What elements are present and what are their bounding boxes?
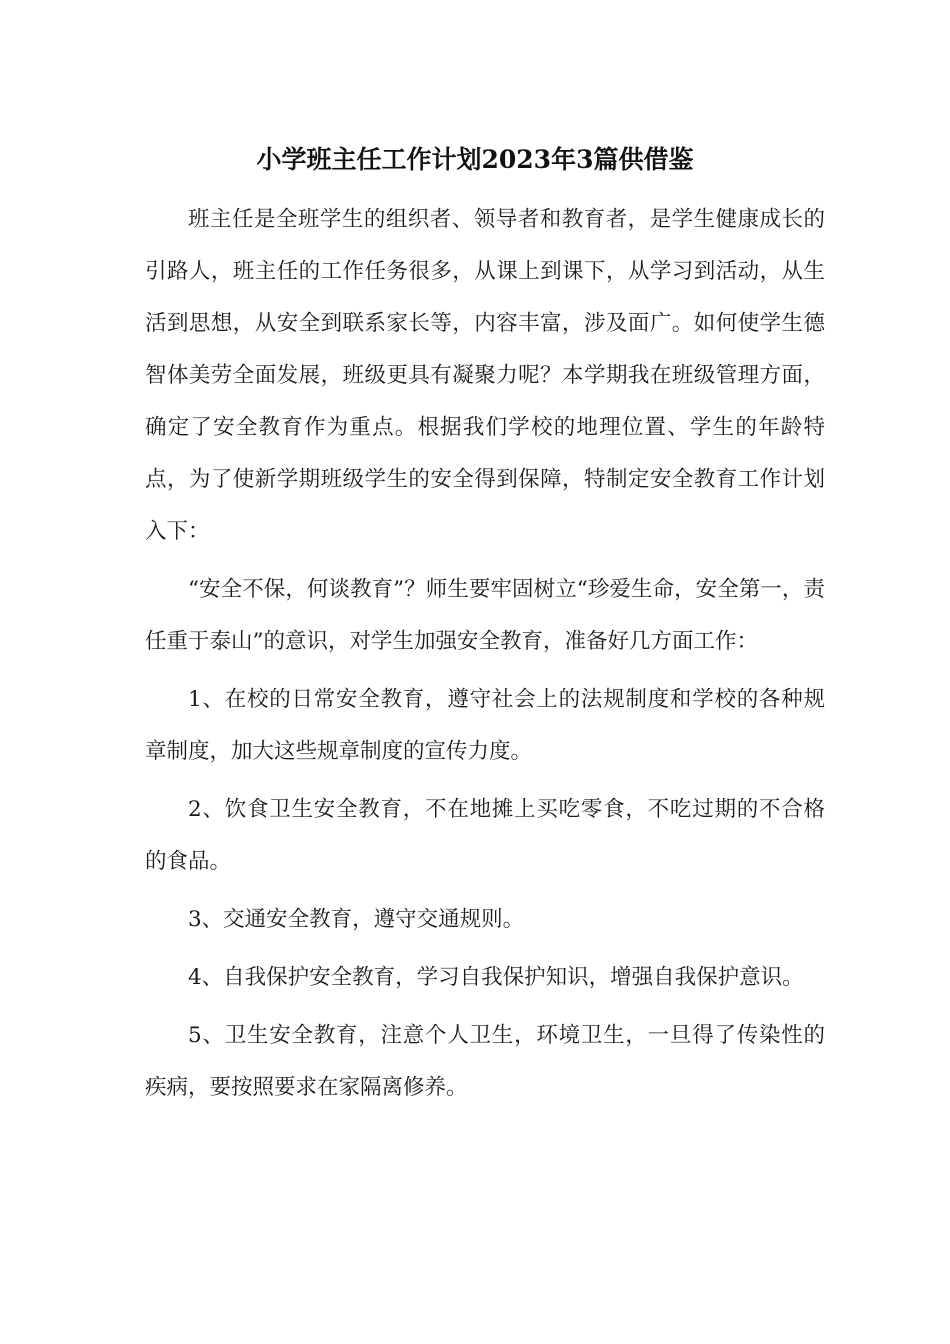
list-item-self-protection: 4、自我保护安全教育，学习自我保护知识，增强自我保护意识。 — [188, 965, 804, 990]
paragraph-safety-first: “安全不保，何谈教育”？师生要牢固树立“珍爱生命，安全第一，责任重于泰山”的意识，对学生加强安全教育，准备好几方面工作： — [145, 577, 825, 654]
list-item-food-safety: 2、饮食卫生安全教育，不在地摊上买吃零食，不吃过期的不合格的食品。 — [145, 797, 825, 874]
document-body — [145, 194, 825, 1120]
list-item-daily-safety: 1、在校的日常安全教育，遵守社会上的法规制度和学校的各种规章制度，加大这些规章制度的宣传力度。 — [145, 687, 825, 764]
list-item-hygiene-safety: 5、卫生安全教育，注意个人卫生，环境卫生，一旦得了传染性的疾病，要按照要求在家隔离修养。 — [145, 1023, 825, 1100]
document-title: 小学班主任工作计划2023年3篇供借鉴 — [256, 145, 694, 174]
paragraph-intro: 班主任是全班学生的组织者、领导者和教育者，是学生健康成长的引路人，班主任的工作任务很多，从课上到课下，从学习到活动，从生活到思想，从安全到联系家长等，内容丰富，涉及面广。如何使学生德智体美劳全面发展，班级更具有凝聚力呢？本学期我在班级管理方面，确定了安全教育作为重点。根据我们学校的地理位置、学生的年龄特点，为了使新学期班级学生的安全得到保障，特制定安全教育工作计划入下： — [145, 207, 825, 544]
list-item-traffic-safety: 3、交通安全教育，遵守交通规则。 — [188, 907, 525, 932]
